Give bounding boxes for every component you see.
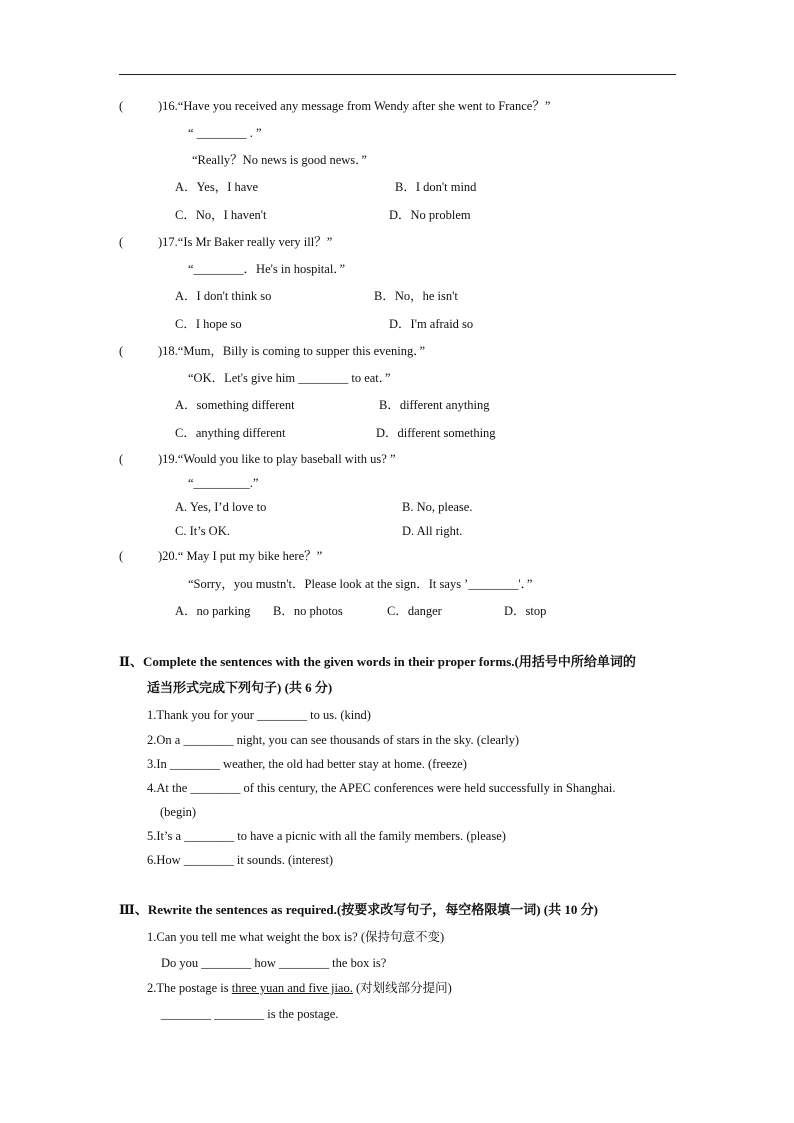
q20-option-b: B．no photos — [273, 604, 343, 618]
q16-option-a: A．Yes，I have — [175, 180, 259, 194]
q17-reply1: “________．He's in hospital．” — [188, 262, 346, 276]
q17-option-b: B．No，he isn't — [374, 289, 458, 303]
q20-paren: ( — [119, 549, 124, 563]
q19-paren: ( — [119, 452, 124, 466]
q19-reply1: “_________.” — [188, 476, 259, 490]
q18-option-a: A．something different — [175, 398, 295, 412]
q17-paren: ( — [119, 235, 124, 249]
q16-reply1: “ ________ . ” — [188, 126, 262, 140]
q20-option-d: D．stop — [504, 604, 547, 618]
q18-reply1: “OK．Let's give him ________ to eat．” — [188, 371, 391, 385]
section3-item-1: 1.Can you tell me what weight the box is? (保持句意不变) — [147, 930, 445, 944]
section2-item-6: 6.How ________ it sounds. (interest) — [147, 853, 334, 867]
section2-item-1: 1.Thank you for your ________ to us. (kind) — [147, 708, 371, 722]
q17-option-d: D．I'm afraid so — [389, 317, 474, 331]
q18-option-b: B．different anything — [379, 398, 490, 412]
section2-item-5: 5.It’s a ________ to have a picnic with all the family members. (please) — [147, 829, 506, 843]
q16-stem: )16.“Have you received any message from Wendy after she went to France？” — [158, 99, 551, 113]
q17-option-c: C．I hope so — [175, 317, 242, 331]
q18-paren: ( — [119, 344, 124, 358]
q17-option-a: A．I don't think so — [175, 289, 272, 303]
q19-option-d: D. All right. — [402, 524, 463, 538]
q16-option-d: D．No problem — [389, 208, 471, 222]
q16-option-c: C．No，I haven't — [175, 208, 267, 222]
section2-item-2: 2.On a ________ night, you can see thousands of stars in the sky. (clearly) — [147, 733, 520, 747]
q18-option-c: C．anything different — [175, 426, 286, 440]
header-rule — [119, 74, 676, 75]
q19-option-a: A. Yes, I’d love to — [175, 500, 267, 514]
q16-reply2: “Really？No news is good news．” — [192, 153, 367, 167]
q20-option-c: C．danger — [387, 604, 442, 618]
q18-option-d: D．different something — [376, 426, 496, 440]
section2-item-4-cont: (begin) — [160, 805, 197, 819]
q19-stem: )19.“Would you like to play baseball with us? ” — [158, 452, 396, 466]
q16-option-b: B．I don't mind — [395, 180, 477, 194]
underlined-phrase: three yuan and five jiao. — [231, 981, 353, 995]
section3-item-1-answer: Do you ________ how ________ the box is? — [161, 956, 387, 970]
q17-stem: )17.“Is Mr Baker really very ill？” — [158, 235, 333, 249]
section3-heading: Ⅲ、Rewrite the sentences as required.(按要求改写句子，每空格限填一词) (共 10 分) — [119, 902, 598, 917]
q16-paren: ( — [119, 99, 124, 113]
q20-stem: )20.“ May I put my bike here？” — [158, 549, 323, 563]
section3-item-2-answer: ________ ________ is the postage. — [161, 1007, 339, 1021]
section2-heading-line1: Ⅱ、Complete the sentences with the given words in their proper forms.(用括号中所给单词的 — [119, 654, 636, 669]
section2-heading-line2: 适当形式完成下列句子) (共 6 分) — [147, 680, 333, 695]
section2-item-4: 4.At the ________ of this century, the APEC conferences were held successfully in Shanghai. — [147, 781, 616, 795]
section2-item-3: 3.In ________ weather, the old had better stay at home. (freeze) — [147, 757, 467, 771]
section3-item-2: 2.The postage is three yuan and five jiao. (对划线部分提问) — [147, 981, 452, 995]
q20-reply1: “Sorry，you mustn't．Please look at the sign．It says ’________'．” — [188, 577, 533, 591]
q20-option-a: A．no parking — [175, 604, 251, 618]
q19-option-c: C. It’s OK. — [175, 524, 230, 538]
q19-option-b: B. No, please. — [402, 500, 473, 514]
q18-stem: )18.“Mum，Billy is coming to supper this evening．” — [158, 344, 425, 358]
